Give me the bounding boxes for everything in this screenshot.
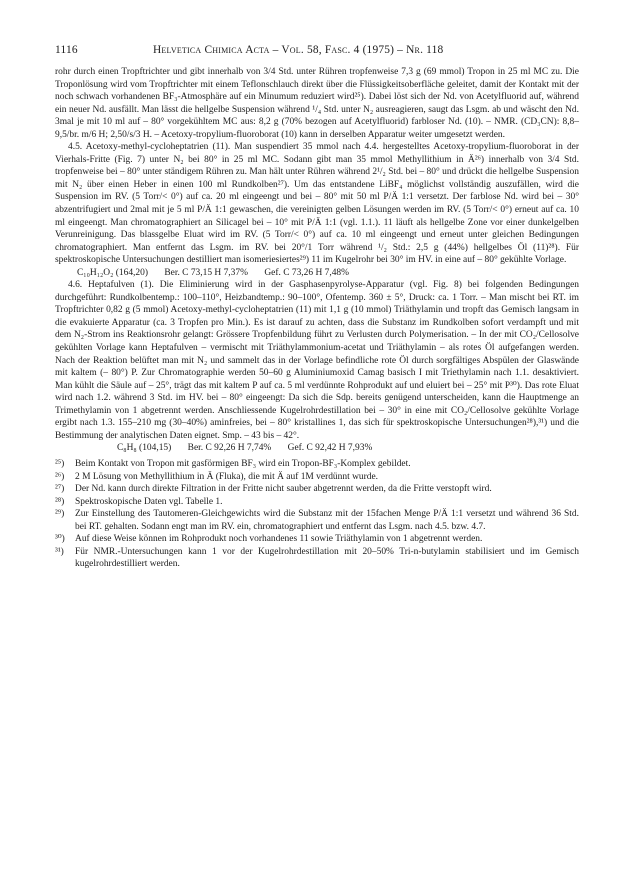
found-values: Gef. C 73,26 H 7,48% bbox=[264, 267, 349, 278]
footnote bbox=[55, 483, 579, 496]
footnote-text: 2 M Lösung von Methyllithium in Ä (Fluka), die mit Ä auf 1M verdünnt wurde. bbox=[75, 471, 379, 482]
footnote bbox=[55, 496, 579, 509]
footnote bbox=[55, 546, 579, 571]
journal-page bbox=[55, 44, 579, 571]
footnote-number: ²⁷) bbox=[55, 484, 65, 495]
footnote-number: ²⁵) bbox=[55, 458, 65, 469]
footnote bbox=[55, 458, 579, 471]
paragraph-section-4-6: 4.6. Heptafulven (1). Die Eliminierung wird in der Gasphasenpyrolyse-Apparatur (vgl. Fig. 8) bei folgenden Bedingungen durchgeführt: Rundkolbentemp.: 100–110°, Heizbandtemp.: 90–100°, Ofentemp. 360 ± 5°, Druck: ca. 1 Torr. – Man mischt bei RT. im Tropftrichter 0,82 g (5 mmol) Acetoxy-methyl-cycloheptatrien (11) mit 1,1 g (10 mmol) Triäthylamin und tropft das Gemisch langsam in die evakuierte Apparatur (ca. 3 Tropfen pro Min.). Es ist darauf zu achten, dass die Substanz im Rundkolben sofort verdampft und mit dem N₂-Strom ins Reaktionsrohr gelangt: Grössere Tropfenbildung führt zu Verlusten durch Polymerisation. – In der mit CO₂/Cellosolve gekühlten Vorlage kann Heptafulven – vermischt mit Triäthylammonium-acetat und Triäthylamin – als rotes Öl aufgefangen werden. Nach der Reaktion belüftet man mit N₂ und sammelt das in der Vorlage befindliche rote Öl durch sorgfältiges Abspülen der Glaswände mit kaltem (– 80°) P. Zur Chromatographie werden 50–60 g Aluminiumoxid Camag basisch I mit Triethylamin nach 1.1. desaktiviert. Man kühlt die Säule auf – 25°, trägt das mit kaltem P auf ca. 5 ml verdünnte Rohprodukt auf und eluiert bei – 25° mit P³⁰). Das rote Eluat wird nach 1.2. während 3 Std. im HV. bei – 80° eingeengt: Da sich die Sdp. bereits genügend unterscheiden, kann die Hauptmenge an Trimethylamin von 1 abgetrennt werden. Anschliessende Kugelrohrdestillation bei – 30° in eine mit CO₂/Cellosolve gekühlte Vorlage ergibt nach 1.3. 155–210 mg (30–40%) aminfreies, bei – 80° kristallines 1, das sich für spektroskopische Untersuchungen²⁸),³¹) und die Bestimmung der analytischen Daten eignet. Smp. – 43 bis – 42°. bbox=[55, 280, 579, 441]
elemental-analysis-11 bbox=[55, 267, 579, 280]
found-values: Gef. C 92,42 H 7,93% bbox=[287, 443, 373, 454]
footnote-number: ²⁶) bbox=[55, 471, 65, 482]
journal-title: Helvetica Chimica Acta – Vol. 58, Fasc. 4 (1975) – Nr. 118 bbox=[153, 44, 444, 56]
molecular-formula: C₈H₈ (104,15) bbox=[117, 443, 172, 454]
footnote-text: Spektroskopische Daten vgl. Tabelle 1. bbox=[75, 496, 223, 507]
footnote-text: Beim Kontakt von Tropon mit gasförmigen BF₃ wird ein Tropon-BF₃-Komplex gebildet. bbox=[75, 458, 411, 469]
footnote-text: Auf diese Weise können im Rohprodukt noch vorhandenes 11 sowie Triäthylamin von 1 abgetrennt werden. bbox=[75, 534, 483, 545]
footnotes bbox=[55, 458, 579, 571]
footnote-text: Der Nd. kann durch direkte Filtration in der Fritte nicht sauber abgetrennt werden, da die Fritte verstopft wird. bbox=[75, 484, 492, 495]
article-body bbox=[55, 66, 579, 571]
page-number: 1116 bbox=[55, 44, 78, 56]
footnote bbox=[55, 471, 579, 484]
footnote-text: Zur Einstellung des Tautomeren-Gleichgewichts wird die Substanz mit der 15fachen Menge P/Ä 1:1 versetzt und während 36 Std. bei RT. gehalten. Sodann engt man im RV. ein, chromatographiert und entfernt das Lsgm. nach 4.5. bzw. 4.7. bbox=[75, 509, 579, 532]
paragraph-section-4-5: 4.5. Acetoxy-methyl-cycloheptatrien (11). Man suspendiert 35 mmol nach 4.4. hergestelltes Acetoxy-tropylium-fluoroborat in der Vierhals-Fritte (Fig. 7) unter N₂ bei 80° in 25 ml MC. Sodann gibt man 35 mmol Methyllithium in Ä²⁶) innerhalb von 3/4 Std. tropfenweise bei – 80° unter ständigem Rühren zu. Man hält unter Rühren während 2¹/₂ Std. bei – 80° und drückt die hellgelbe Suspension mit N₂ über einen Heber in einen 100 ml Rundkolben²⁷). Um das entstandene LiBF₄ möglichst vollständig auszufällen, wird die Suspension im RV. (5 Torr/< 0°) auf ca. 20 ml eingeengt und bei – 80° mit 50 ml P/Ä 1:1 versetzt. Der farblose Nd. wird bei – 30° abzentrifugiert und 2mal mit je 5 ml P/Ä 1:1 gewaschen, die vereinigten gelben Lösungen werden im RV. (5 Torr/< 0°) erneut auf ca. 10 ml eingeengt. Man chromatographiert an Silicagel bei – 10° mit P/Ä 1:1 (vgl. 1.1.). 11 läuft als hellgelbe Zone vor einer dunkelgelben Verunreinigung. Das blassgelbe Eluat wird im RV. (5 Torr/< 0°) auf ca. 10 ml eingeengt und erneut unter gleichen Bedingungen chromatographiert. Man entfernt das Lsgm. im RV. bei 20°/1 Torr während ¹/₂ Std.: 2,5 g (44%) hellgelbes Öl (11)²⁸). Für spektroskopische Untersuchungen destilliert man isomeriesiertes²⁹) 11 im Kugelrohr bei 30° im HV. in eine auf – 80° gekühlte Vorlage. bbox=[55, 142, 579, 266]
footnote-text: Für NMR.-Untersuchungen kann 1 vor der Kugelrohrdestillation mit 20–50% Tri-n-butylamin stabilisiert und im Gemisch kugelrohrdestilliert werden. bbox=[75, 546, 579, 570]
footnote-number: ³¹) bbox=[55, 546, 64, 557]
calculated-values: Ber. C 92,26 H 7,74% bbox=[187, 443, 272, 454]
molecular-formula: C₁₀H₁₂O₂ (164,20) bbox=[77, 267, 148, 278]
elemental-analysis-1 bbox=[55, 442, 579, 455]
running-header bbox=[55, 44, 579, 62]
footnote-number: ²⁹) bbox=[55, 509, 65, 520]
footnote bbox=[55, 533, 579, 546]
calculated-values: Ber. C 73,15 H 7,37% bbox=[164, 267, 248, 278]
footnote bbox=[55, 508, 579, 533]
footnote-number: ²⁸) bbox=[55, 496, 65, 507]
paragraph-continued: rohr durch einen Tropftrichter und gibt innerhalb von 3/4 Std. unter Rühren tropfenweise 7,3 g (69 mmol) Tropon in 25 ml MC zu. Die Troponlösung wird vom Tropftrichter mit einem Teflonschlauch direkt über die Flüssigkeitsoberfläche geleitet, damit der Kontakt mit der noch schwach vorhandenen BF₃-Atmosphäre auf ein Minumum reduziert wird²⁵). Dabei löst sich der Nd. von Acetylfluorid auf, während ein neuer Nd. ausfällt. Man lässt die hellgelbe Suspension während ¹/₄ Std. unter N₂ ausreagieren, saugt das Lsgm. ab und wäscht den Nd. 3mal je mit 10 ml auf – 80° vorgekühltem MC aus: 8,2 g (70% bezogen auf Acetylfluorid) farbloser Nd. (10). – NMR. (CD₃CN): 8,8–9,5/br. m/6 H; 2,50/s/3 H. – Acetoxy-tropylium-fluoroborat (10) kann in derselben Apparatur weiter umgesetzt werden. bbox=[55, 67, 579, 140]
footnote-number: ³⁰) bbox=[55, 534, 65, 545]
